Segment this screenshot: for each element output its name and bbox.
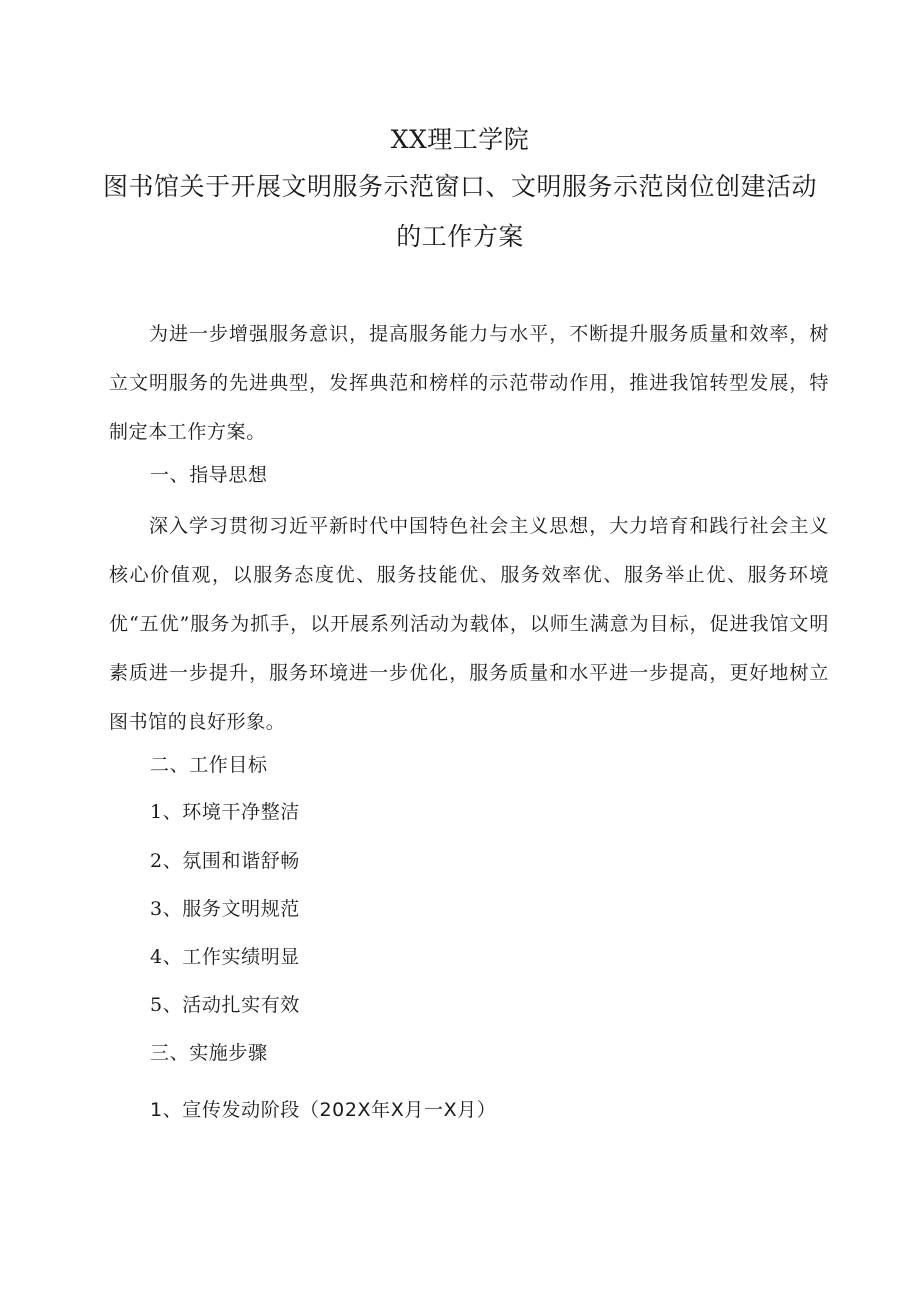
section-heading-work-goals: 二、工作目标	[150, 754, 268, 776]
goal-item: 3、服务文明规范	[150, 898, 300, 920]
document-title-main: 图书馆关于开展文明服务示范窗口、文明服务示范岗位创建活动	[102, 172, 817, 201]
goal-item: 2、氛围和谐舒畅	[150, 850, 300, 872]
guiding-ideology-paragraph: 深入学习贯彻习近平新时代中国特色社会主义思想，大力培育和践行社会主义核心价值观，以服务态度优、服务技能优、服务效率优、服务举止优、服务环境优“五优”服务为抓手，以开展系列活动为载体，以师生满意为目标，促进我馆文明素质进一步提升，服务环境进一步优化，服务质量和水平进一步提高，更好地树立图书馆的良好形象。	[109, 515, 829, 733]
step-item: 1、宣传发动阶段（202X年X月一X月）	[150, 1099, 497, 1121]
goal-item: 5、活动扎实有效	[150, 994, 300, 1016]
section-heading-guiding-ideology: 一、指导思想	[150, 464, 268, 486]
intro-paragraph: 为进一步增强服务意识，提高服务能力与水平，不断提升服务质量和效率，树立文明服务的先进典型，发挥典范和榜样的示范带动作用，推进我馆转型发展，特制定本工作方案。	[109, 323, 829, 443]
goal-item: 4、工作实绩明显	[150, 946, 300, 968]
section-heading-implementation-steps: 三、实施步骤	[150, 1042, 268, 1064]
document-title-institution: XX理工学院	[390, 125, 530, 154]
goal-item: 1、环境干净整洁	[150, 801, 300, 823]
document-title-continuation: 的工作方案	[396, 222, 524, 251]
